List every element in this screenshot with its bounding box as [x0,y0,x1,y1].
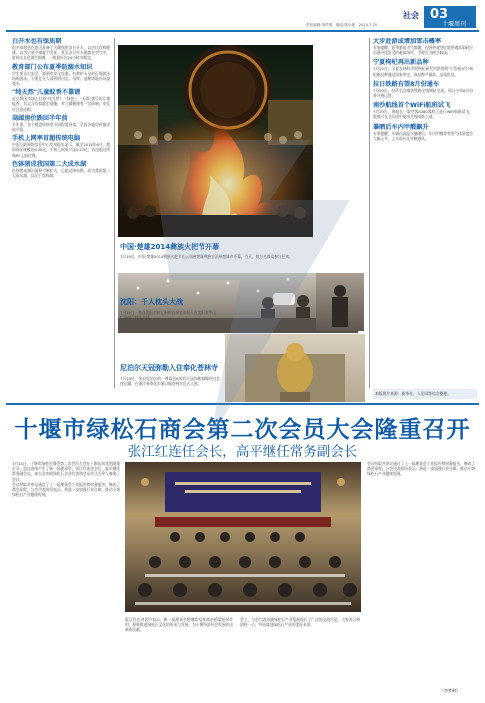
news-item [12,64,110,87]
news-body: 中国互联网络信息中心发布报告显示，截至2014年6月，我国网民规模达6.32亿，手机上网用户达5.27亿，首次超过传统PC上网比例。 [12,142,110,158]
photo2-title: 沈阳：千人枕头大战 [120,298,183,306]
photo3-title: 尼泊尔天冠弥勒入住奉化苍林寺 [120,364,218,372]
news-item [12,135,110,158]
story-headline: 十堰市绿松石商会第二次会员大会隆重召开 [14,416,471,443]
news-item [373,38,473,55]
photo1-title: 中国·楚雄2014彝族火把节开幕 [120,243,220,251]
story-column-3 [240,617,360,627]
left-news-column [12,38,110,388]
photo3-caption: 7月19日，来自尼泊尔的一尊高达6米的天冠弥勒铜像经过长途运输，在浙江省奉化市溪口镇苍林寺正式入座。 [120,376,220,387]
news-body: 近日我国市场上打着"纯天然"、"绿色"、"无毒"旗号的儿童蚊香，其实含有拟除虫菊酯，对儿童健康有一定影响。家长应注意选购。 [12,96,110,112]
maitreya-photo [225,334,365,402]
story-column-4 [367,461,475,477]
side-crowd-photo [316,273,364,331]
news-body: 色钵猪成湖泊面积不断扩大，已超过纳木错，成为我国第二大成水湖，仅次于青海湖。 [12,167,110,179]
news-item [12,161,110,178]
story-top-rule [6,403,479,405]
news-title: 大步赴游或增加雪击概率 [373,38,442,45]
section-label: 社会 [403,11,419,20]
story-paragraph: 会上，与会代表还就绿松石产业发展进行了广泛的交流讨论，大家表示将团结一心，共同谋划绿松石产业的美好未来。 [240,617,360,628]
news-title: 色钵猪成我国第二大成水湖 [12,160,87,168]
story-column-1 [12,461,120,497]
news-body: 7月22日，宁夏农林科学院枸杞研究所培育的"宁农杞9号"枸杞新品种通过国家审定，该品种产量高、品质优良。 [373,66,473,77]
page-number-badge [424,6,476,28]
news-title: 白开水也有保质期 [12,38,62,45]
header-rule [6,30,479,32]
torch-festival-illustration [118,45,313,237]
story-paragraph: 7月14日，十堰市绿松石商会第二次会员大会在十堰东风宾馆隆重召开，会议选举产生了新一届理事会，张江红连任会长，高平继任常务副会长。来自全市的绿松石企业代表和会员共计百余人参加了会议。 [12,461,120,482]
news-body: 专家提醒，车辆在高温下暴晒后，车内甲醛等有害气体浓度会大幅上升，上车前应先开窗通风。 [373,130,473,141]
side-crowd-illustration [316,273,364,331]
news-body: 专家提醒，夏季暴雨天气频繁，在野外或空旷地带遇雷雨时应迅速寻找安全的避雨场所，不要在大树下躲雨。 [373,45,473,56]
page-header [6,6,479,30]
news-item [373,59,473,76]
story-paragraph: 会议听取并审议通过了上一届理事会工作报告和财务报告，修改了商会章程。与会代表纷纷表示，将进一步加强行业自律，推动十堰绿松石产业健康发展。 [367,461,475,477]
news-body: 很多家庭会在夏天准备个大暖瓶把凉白开水，以为比饮料健康，以为只要不喝就不会坏。其实凉白开水暴露在空气中，时间太长会滋生细菌，一般最好在24小时内喝完。 [12,45,110,61]
paper-name: 十堰周刊 [442,21,467,28]
image-source-notice [373,389,477,399]
news-item [373,102,473,119]
news-title: 拉日铁路有望8月份通车 [373,80,440,88]
news-body: 半年来，各个楼盘价格有不同程度回落，全国各地房价都比较平稳。 [12,121,110,133]
news-title: 教育部门公布夏季防溺水知识 [12,63,93,71]
news-body: 7月23日，南航在一架空客A380客机上进行WiFi航班试飞，旅客可在飞行途中使用无线网络上网。 [373,109,473,120]
story-paragraph: 张江红在讲话中表示，新一届理事会将继续发挥商会桥梁纽带作用，积极推进绿松石文化的传承与发展，为十堰经济社会发展作出新的贡献。 [125,617,233,633]
notice-text: 本版图片来源：新华社，人民网等综合整理。 [375,391,451,396]
photo2-caption: 7月19日，来自沈阳市和辽阳的百余名年轻人在沈阳市中山广场举行枕头大战。 [120,310,216,321]
story-column-2 [125,617,233,633]
news-title: 南沙航线首个WiFi航班试飞 [373,102,451,110]
news-title: 宁夏枸杞再出新品种 [373,59,429,67]
meeting-photo [125,462,361,612]
maitreya-illustration [225,334,365,402]
meeting-illustration [125,462,361,612]
news-title: 手机上网率首超传统电脑 [12,135,81,143]
news-title: 暴晒后车内甲醛飙升 [373,123,429,131]
story-subheadline: 张江红连任会长，高平继任常务副会长 [127,444,358,460]
news-item [12,115,110,132]
news-item [373,81,473,98]
column-divider [114,38,115,388]
page-number: 03 [430,7,449,22]
right-news-column [373,38,473,388]
news-body: 学生要认识安全，要到有安全设施、有救护人员的正规游泳场所游泳，不要在无人看管的河边、水库、池塘等地方玩耍戏水。 [12,70,110,87]
news-item [12,38,110,61]
torch-festival-photo [118,45,313,237]
news-title: "纯天然"儿童蚊香不靠谱 [12,89,81,97]
news-body: 7月20日，拉萨至日喀则铁路全线铺轨完成，预计今年8月份将开通运营。 [373,87,473,99]
story-paragraph: 会议听取并审议通过了上一届理事会工作报告和财务报告，修改了商会章程。与会代表纷纷表示，将进一步加强行业自律，推动十堰绿松石产业健康发展。 [12,481,120,498]
news-title: 高邮房价跌回半年前 [12,114,68,122]
editor-meta: 责任编辑:李洪明 版式:陈小艳 2014.7.25 [306,23,378,27]
story-author: （李梦琳） [440,688,460,693]
news-item [12,89,110,112]
news-item [373,124,473,141]
photo1-caption: 7月19日，中国·楚雄2014彝族火把节在云南省楚雄彝族自治州楚雄市开幕。当天，数万名群众参与狂欢。 [120,254,293,259]
column-divider [369,38,370,388]
